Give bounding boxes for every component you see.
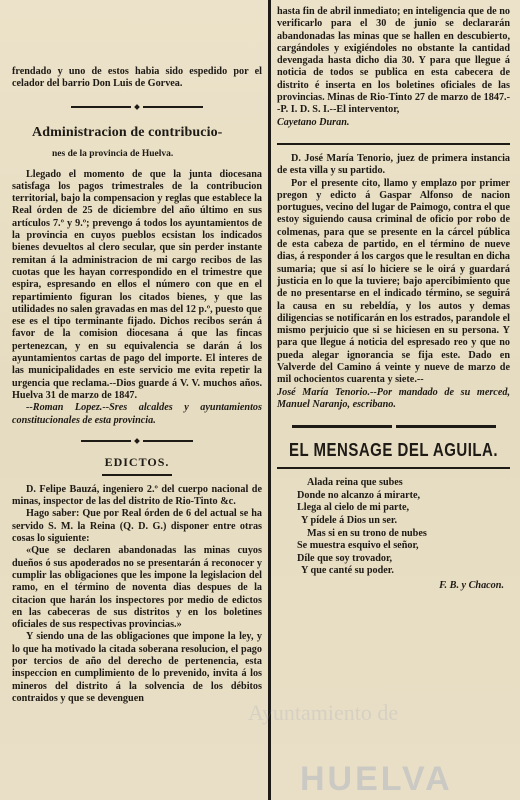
- tenorio-body: Por el presente cito, llamo y emplazo por primer pregon y edicto á Gaspar Alfonso de nacion portugues, vecino del lugar de Paimogo, contra el que estoy siguiendo causa criminal de oficio por robo de colmenas, para que se presente en la cárcel pública de esta cabeza de partido, en el término de nueve dias, á responder á los cargos que le resultan en dicha sumaria; que si así lo hiciere se le oirá y guardará justicia en lo que la tuviere; bajo apercibimiento que de no presentarse en el indicado término, se seguirá la causa en su rebeldía, y los autos y demas diligencias se notificarán en los estrados, parandole el mismo perjuicio que si se hiciesen en su persona. Y para que llegue á noticia del espresado reo y que no pueda alegar ignorancia se fija este. Dado en Valverde del Camino á veinte y nueve de marzo de mil ochocientos cuarenta y siete.--: [277, 177, 510, 386]
- left-top-paragraph: frendado y uno de estos habia sido espedido por el celador del barrio Don Luis de Gorvea.: [12, 66, 262, 90]
- edicto-closing: Y siendo una de las obligaciones que impone la ley, y lo que ha motivado la citada soberana resolucion, el pago por tercios de año del derecho de pertenencia, esta inspeccion en cumplimiento de lo prevenido, invita á los mineros del distrito á la solvencia de los débitos contraidos y que se devenguen: [12, 631, 262, 704]
- column-divider: [268, 0, 271, 800]
- edicto-quote: «Que se declaren abandonadas las minas cuyos dueños ó sus apoderados no se presentarán á reconocer y cumplir las obligaciones que les impone la legislacion del ramo, en el término de noventa dias despues de la citacion que harán los inspectores por medio de edictos en las cabeceras de sus distritos y en los boletines oficiales de sus respectivas provincias.»: [12, 545, 262, 631]
- edicto-intro: D. Felipe Bauzá, ingeniero 2.º del cuerpo nacional de minas, inspector de las del distrito de Rio-Tinto &c.: [12, 483, 262, 508]
- ornament-divider: [12, 439, 262, 443]
- tenorio-intro: D. José María Tenorio, juez de primera instancia de esta villa y su partido.: [277, 152, 510, 177]
- left-column: [12, 0, 262, 800]
- poem-line: Se muestra esquivo el señor,: [297, 540, 419, 552]
- poem-author: F. B. y Chacon.: [439, 579, 504, 591]
- poem-line: Alada reina que subes: [307, 477, 403, 489]
- poem-line: Donde no alcanzo á mirarte,: [297, 489, 421, 501]
- poem-line: Y que canté su poder.: [301, 565, 394, 577]
- double-rule: [277, 425, 510, 428]
- edictos-rule: [102, 474, 172, 476]
- tenorio-signature: José María Tenorio.--Por mandado de su merced, Manuel Naranjo, escribano.: [277, 386, 510, 410]
- admin-heading: Administracion de contribucio-: [32, 124, 223, 140]
- poem-line: Y pídele á Dios un ser.: [301, 514, 398, 526]
- admin-subheading: nes de la provincia de Huelva.: [52, 148, 174, 159]
- edicto-hago-saber: Hago saber: Que por Real órden de 6 del actual se ha servido S. M. la Reina (Q. D. G.) disponer entre otras cosas lo siguiente:: [12, 508, 262, 545]
- poem-line: Llega al cielo de mi parte,: [297, 502, 410, 514]
- watermark-faint: Ayuntamiento de: [248, 700, 399, 725]
- right-top-signature: Cayetano Duran.: [277, 116, 350, 128]
- poem-line: Mas si en su trono de nubes: [307, 527, 427, 539]
- edictos-heading: EDICTOS.: [104, 454, 170, 469]
- admin-body: Llegado el momento de que la junta diocesana satisfaga los pagos trimestrales de la contribucion territorial, bajo la compensacion y reglas que establece la Real órden de 25 de diciembre del año último en sus artículos 7.º y 9.º; prevengo á todos los ayuntamientos de la provincia en cuyos pueblos ecsistan los indicados bienes devueltos al clero secular, que sin perder instante remitan á la administracion de mi cargo recibos de las cuotas que les hayan correspondido en el trimestre que espira, espresando en ellos el número con que en el repartimiento figuran los citados bienes, y que las utilidades no salen gravadas en mas del 12 p.º, puesto que ese es el tipo terminante fijado. Dichos recibos serán á favor de la comision diocesana á que las fincas pertenezcan, y en su equivalencia se darán á los ayuntamientos cartas de pago del importe. El interes de las municipalidades en este servicio me evita repetir la urgencia que reclama.--Dios guarde á V. V. muchos años. Huelva 31 de marzo de 1847.: [12, 168, 262, 401]
- poem-line: Díle que soy trovador,: [297, 552, 393, 564]
- section-rule: [277, 143, 510, 145]
- admin-signature: --Roman Lopez.--Sres alcaldes y ayuntamientos constitucionales de esta provincia.: [12, 402, 262, 426]
- mensage-heading: EL MENSAGE DEL AGUILA.: [288, 440, 499, 462]
- right-column: [277, 0, 510, 800]
- poem: [297, 477, 510, 578]
- ornament-divider: [12, 105, 262, 109]
- watermark: HUELVA: [300, 760, 453, 798]
- right-top-paragraph: hasta fin de abril inmediato; en inteligencia que de no verificarlo para el 30 de junio se declararán abandonadas las minas que se hallen en descubierto, cargándoles y exigiéndoles no obstante la cantidad devengada hasta dicho dia 30. Y para que llegue á noticia de todos se publica en esta cabecera de distrito é inserta en los boletines oficiales de las provincias. Minas de Rio-Tinto 27 de marzo de 1847.--P. I. D. S. I.--El interventor,: [277, 6, 510, 116]
- mensage-rule: [277, 467, 510, 469]
